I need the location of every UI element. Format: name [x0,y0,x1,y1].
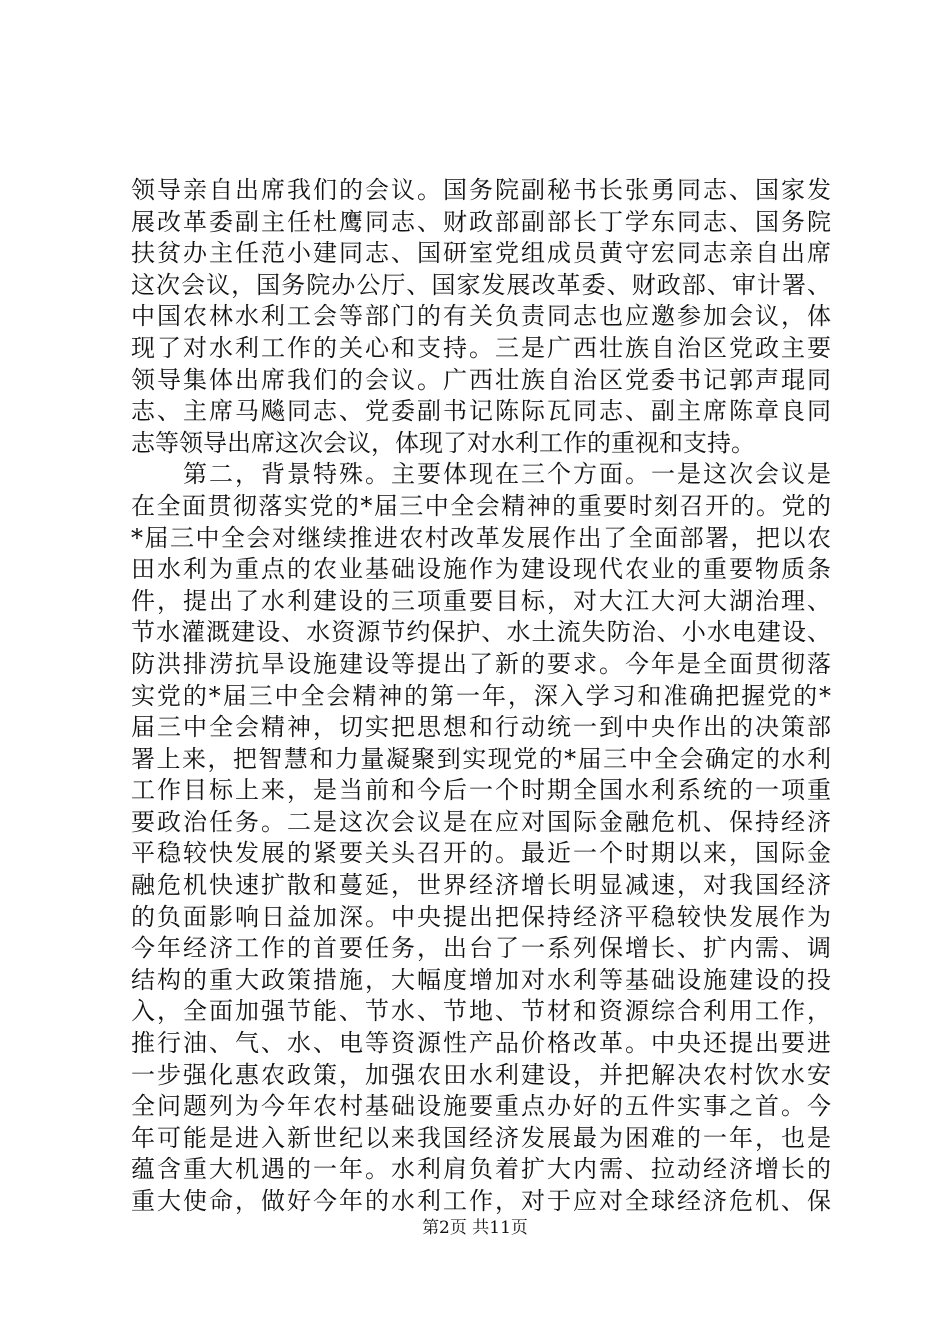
text-line: 中国农林水利工会等部门的有关负责同志也应邀参加会议，体 [131,302,831,331]
text-line: 节水灌溉建设、水资源节约保护、水土流失防治、小水电建设、 [131,618,831,647]
text-line: 要政治任务。二是这次会议是在应对国际金融危机、保持经济 [131,807,831,836]
text-line: 全问题列为今年农村基础设施要重点办好的五件实事之首。今 [131,1092,831,1121]
text-line: 推行油、气、水、电等资源性产品价格改革。中央还提出要进 [131,1029,831,1058]
text-line: 重大使命，做好今年的水利工作，对于应对全球经济危机、保 [131,1187,831,1215]
text-line: 防洪排涝抗旱设施建设等提出了新的要求。今年是全面贯彻落 [131,649,831,678]
text-line: 年可能是进入新世纪以来我国经济发展最为困难的一年，也是 [131,1123,831,1152]
text-line: 实党的*届三中全会精神的第一年，深入学习和准确把握党的* [131,681,831,710]
text-line: 这次会议，国务院办公厅、国家发展改革委、财政部、审计署、 [131,270,831,299]
text-line: 第二，背景特殊。主要体现在三个方面。一是这次会议是 [131,460,831,489]
text-line: 的负面影响日益加深。中央提出把保持经济平稳较快发展作为 [131,902,831,931]
text-line: 结构的重大政策措施，大幅度增加对水利等基础设施建设的投 [131,965,831,994]
text-line: 署上来，把智慧和力量凝聚到实现党的*届三中全会确定的水利 [131,744,831,773]
text-line: 入，全面加强节能、节水、节地、节材和资源综合利用工作， [131,997,831,1026]
text-line: 蕴含重大机遇的一年。水利肩负着扩大内需、拉动经济增长的 [131,1155,831,1184]
text-line: *届三中全会对继续推进农村改革发展作出了全面部署，把以农 [131,523,831,552]
text-line: 工作目标上来，是当前和今后一个时期全国水利系统的一项重 [131,776,831,805]
text-line: 志、主席马飚同志、党委副书记陈际瓦同志、副主席陈章良同 [131,397,831,426]
text-line: 田水利为重点的农业基础设施作为建设现代农业的重要物质条 [131,555,831,584]
text-line: 现了对水利工作的关心和支持。三是广西壮族自治区党政主要 [131,333,831,362]
page-number-footer: 第2页 共11页 [422,1218,528,1238]
text-line: 件，提出了水利建设的三项重要目标，对大江大河大湖治理、 [131,586,831,615]
text-line: 扶贫办主任范小建同志、国研室党组成员黄守宏同志亲自出席 [131,239,831,268]
text-line: 志等领导出席这次会议，体现了对水利工作的重视和支持。 [131,428,755,457]
text-line: 展改革委副主任杜鹰同志、财政部副部长丁学东同志、国务院 [131,207,831,236]
text-line: 领导亲自出席我们的会议。国务院副秘书长张勇同志、国家发 [131,176,831,204]
text-line: 一步强化惠农政策，加强农田水利建设，并把解决农村饮水安 [131,1060,831,1089]
text-line: 平稳较快发展的紧要关头召开的。最近一个时期以来，国际金 [131,839,831,868]
text-line: 领导集体出席我们的会议。广西壮族自治区党委书记郭声琨同 [131,365,831,394]
text-line: 融危机快速扩散和蔓延，世界经济增长明显减速，对我国经济 [131,871,831,900]
text-line: 今年经济工作的首要任务，出台了一系列保增长、扩内需、调 [131,934,831,963]
text-line: 届三中全会精神，切实把思想和行动统一到中央作出的决策部 [131,713,831,742]
text-line: 在全面贯彻落实党的*届三中全会精神的重要时刻召开的。党的 [131,491,831,520]
body-text [131,175,831,1218]
